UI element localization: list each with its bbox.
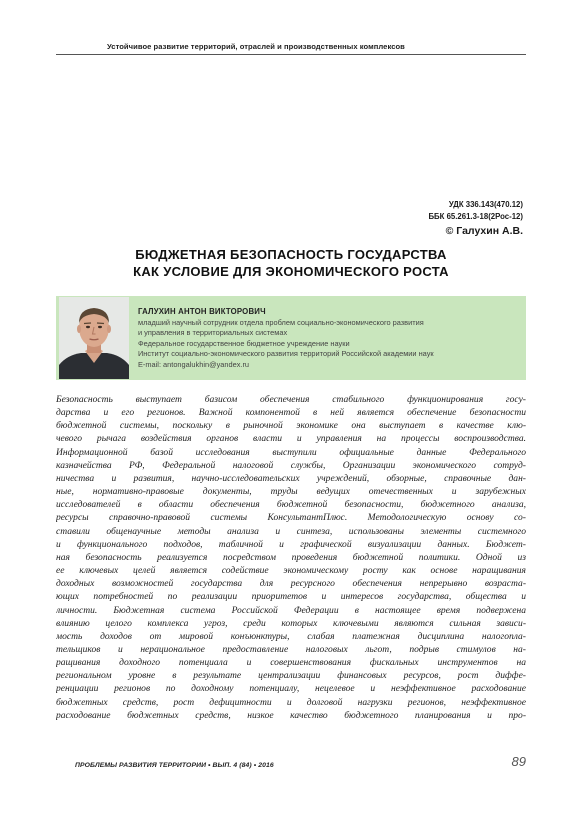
author-name: ГАЛУХИН АНТОН ВИКТОРОВИЧ (138, 307, 266, 316)
header-divider (56, 54, 526, 55)
abstract-line: ресурсы справочно-правовой системы КонсультантПлюс. Методологическую основу со- (56, 512, 526, 524)
author-institution-type: Федеральное государственное бюджетное учреждение науки (138, 338, 350, 348)
udc-code: УДК 336.143(470.12) (448, 200, 523, 209)
abstract-line: ращивания доходного потенциала и совершенствования фискальных инструментов на (56, 657, 526, 669)
author-email[interactable]: E-mail: antongalukhin@yandex.ru (138, 359, 250, 369)
abstract-line: расходование бюджетных средств, низкое качество бюджетного планирования и про- (56, 709, 526, 721)
page-number: 89 (511, 754, 526, 769)
bbk-code: ББК 65.261.3-18(2Рос-12) (428, 212, 523, 221)
abstract-line: ющих потребностей по реализации приоритетов и интересов государства, общества и (56, 591, 526, 603)
abstract-line: бюджетных средств, рост дефицитности и долговой нагрузки регионов, неэффективное (56, 696, 526, 708)
abstract-line: ная безопасность реализуется посредством проведения бюджетной политики. Одной из (56, 551, 526, 563)
abstract-line: ставили общенаучные методы анализа и синтеза, использованы элементы системного (56, 525, 526, 537)
abstract-line: влиянию целого комплекса угроз, среди которых ключевыми являются сильная зависи- (56, 617, 526, 629)
author-photo (59, 297, 129, 379)
abstract-line: ее ключевых целей является содействие экономическому росту как основе наращивания (56, 565, 526, 577)
abstract-text (56, 393, 526, 722)
abstract-line: Безопасность выступает базисом обеспечения стабильного функционирования госу- (56, 394, 526, 405)
author-info (138, 306, 523, 370)
author-institution: Институт социально-экономического развития территорий Российской академии наук (138, 349, 434, 359)
abstract-line: дарства и его регионов. Важной компонентой в ней является обеспечение безопасности (56, 407, 526, 419)
running-head: Устойчивое развитие территорий, отраслей и производственных комплексов (107, 42, 405, 51)
abstract-line: казначейства РФ, Федеральной налоговой службы, Организации экономического сотруд- (56, 459, 526, 471)
classification-block (428, 199, 523, 238)
abstract-line: и функционального подходов, табличной и графической визуализации данных. Бюджет- (56, 538, 526, 550)
article-title-line: КАК УСЛОВИЕ ДЛЯ ЭКОНОМИЧЕСКОГО РОСТА (133, 264, 449, 279)
abstract-line: Информационной базой исследования выступили официальные данные Федерального (56, 446, 526, 458)
abstract-line: личности. Бюджетная система Российской Федерации в настоящее время подвержена (56, 604, 526, 616)
copyright-notice: © Галухин А.В. (445, 225, 523, 237)
abstract-line: мость доходов от мировой конъюнктуры, слабая платежная дисциплина налогопла- (56, 630, 526, 642)
abstract-line: доходных возможностей государства для ресурсного обеспечения непрерывно возраста- (56, 578, 526, 590)
article-title-line: БЮДЖЕТНАЯ БЕЗОПАСНОСТЬ ГОСУДАРСТВА (135, 247, 447, 262)
author-position: младший научный сотрудник отдела проблем социально-экономического развития (138, 318, 424, 327)
author-position-cont: и управления в территориальных системах (138, 328, 288, 338)
abstract-line: чевого рычага воздействия органов власти и управления на процессы воспроизводства. (56, 433, 526, 445)
abstract-line: ные, нормативно-правовые документы, труды ведущих отечественных и зарубежных (56, 486, 526, 498)
journal-footer: ПРОБЛЕМЫ РАЗВИТИЯ ТЕРРИТОРИИ • ВЫП. 4 (84) • 2016 (75, 762, 274, 769)
article-title (56, 246, 526, 280)
abstract-line: региональном уровне в результате централизации финансовых ресурсов, рост диффе- (56, 670, 526, 682)
abstract-line: исследователей в области обеспечения бюджетной безопасности, бюджетного анализа, (56, 499, 526, 511)
abstract-line: ничества и развития, научно-исследовательских учреждений, обзорные, справочные дан- (56, 472, 526, 484)
abstract-line: ренциации регионов по доходному потенциалу, нецелевое и неэффективное расходование (56, 683, 526, 695)
abstract-line: бюджетной системы, поскольку в рыночной экономике она выступает в качестве клю- (56, 420, 526, 432)
abstract-line: тельщиков и нерациональное предоставление налоговых льгот, подрыв стимулов на- (56, 643, 526, 655)
